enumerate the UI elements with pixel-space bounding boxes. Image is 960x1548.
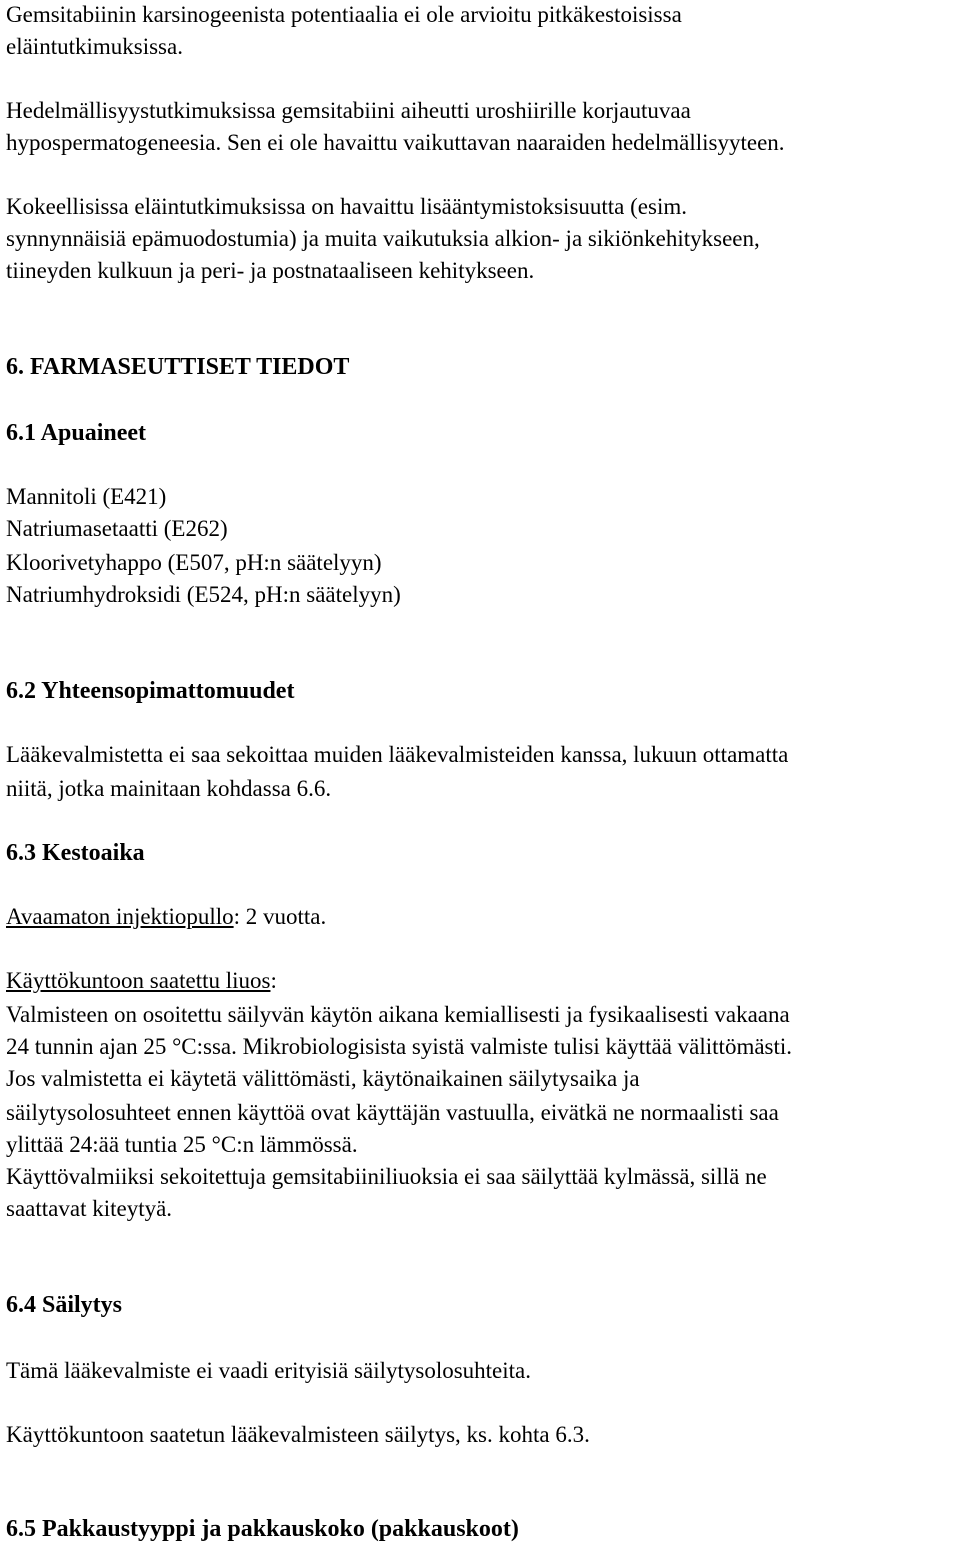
excipient-item: Mannitoli (E421): [6, 484, 167, 509]
subsection-heading: 6.2 Yhteensopimattomuudet: [6, 678, 295, 704]
subsection-heading: 6.3 Kestoaika: [6, 840, 145, 866]
reconstituted-colon: :: [270, 968, 277, 993]
excipient-item: Kloorivetyhappo (E507, pH:n säätelyyn): [6, 550, 382, 575]
paragraph-line: saattavat kiteytyä.: [6, 1196, 173, 1221]
subsection-heading: 6.1 Apuaineet: [6, 420, 147, 446]
paragraph-line: niitä, jotka mainitaan kohdassa 6.6.: [6, 776, 332, 801]
paragraph-line: Hedelmällisyystutkimuksissa gemsitabiini aiheutti uroshiirille korjautuvaa: [6, 98, 691, 123]
excipient-item: Natriumhydroksidi (E524, pH:n säätelyyn): [6, 582, 401, 607]
paragraph-line: synnynnäisiä epämuodostumia) ja muita vaikutuksia alkion- ja sikiönkehitykseen,: [6, 226, 760, 251]
subsection-heading: 6.4 Säilytys: [6, 1292, 123, 1318]
shelf-life-unopened: [6, 902, 326, 932]
paragraph-line: Gemsitabiinin karsinogeenista potentiaalia ei ole arvioitu pitkäkestoisissa: [6, 2, 682, 27]
paragraph-line: tiineyden kulkuun ja peri- ja postnataaliseen kehitykseen.: [6, 258, 535, 283]
shelf-life-reconstituted: [6, 966, 277, 996]
section-heading: 6. FARMASEUTTISET TIEDOT: [6, 354, 350, 380]
paragraph-line: ylittää 24:ää tuntia 25 °C:n lämmössä.: [6, 1132, 358, 1157]
paragraph-line: Käyttövalmiiksi sekoitettuja gemsitabiiniliuoksia ei saa säilyttää kylmässä, sillä ne: [6, 1164, 767, 1189]
paragraph-line: Valmisteen on osoitettu säilyvän käytön aikana kemiallisesti ja fysikaalisesti vakaana: [6, 1002, 790, 1027]
unopened-label: Avaamaton injektiopullo: [6, 904, 234, 929]
paragraph-line: Käyttökuntoon saatetun lääkevalmisteen säilytys, ks. kohta 6.3.: [6, 1422, 590, 1447]
paragraph-line: Jos valmistetta ei käytetä välittömästi, käytönaikainen säilytysaika ja: [6, 1066, 640, 1091]
paragraph-line: Kokeellisissa eläintutkimuksissa on havaittu lisääntymistoksisuutta (esim.: [6, 194, 687, 219]
paragraph-line: 24 tunnin ajan 25 °C:ssa. Mikrobiologisista syistä valmiste tulisi käyttää välittömästi.: [6, 1034, 793, 1059]
paragraph-line: Tämä lääkevalmiste ei vaadi erityisiä säilytysolosuhteita.: [6, 1358, 532, 1383]
unopened-value: : 2 vuotta.: [233, 904, 327, 929]
paragraph-line: Lääkevalmistetta ei saa sekoittaa muiden lääkevalmisteiden kanssa, lukuun ottamatta: [6, 742, 789, 767]
subsection-heading: 6.5 Pakkaustyyppi ja pakkauskoko (pakkauskoot): [6, 1516, 519, 1542]
paragraph-line: eläintutkimuksissa.: [6, 34, 183, 59]
excipient-item: Natriumasetaatti (E262): [6, 516, 228, 541]
reconstituted-label: Käyttökuntoon saatettu liuos: [6, 968, 271, 993]
paragraph-line: säilytysolosuhteet ennen käyttöä ovat käyttäjän vastuulla, eivätkä ne normaalisti saa: [6, 1100, 779, 1125]
paragraph-line: hypospermatogeneesia. Sen ei ole havaittu vaikuttavan naaraiden hedelmällisyyteen.: [6, 130, 785, 155]
